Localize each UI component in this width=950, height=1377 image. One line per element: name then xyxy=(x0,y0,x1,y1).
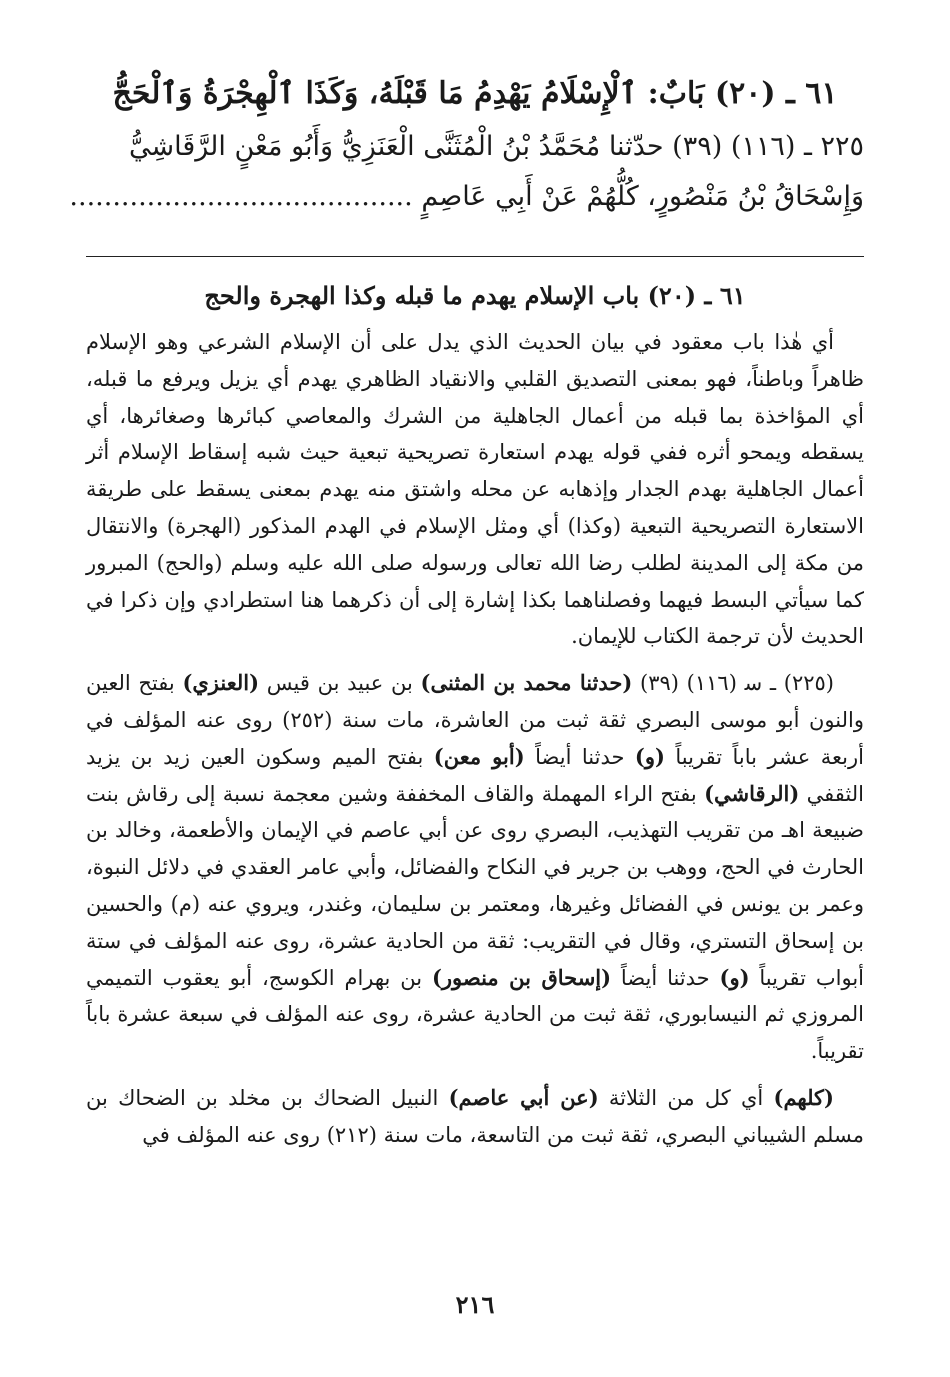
text-run: بفتح العين والنون أبو موسى البصري ثقة ثبت من العاشرة، مات سنة (٢٥٢) روى عنه المؤلف في أربعة عشر باباً تقريباً xyxy=(86,671,864,769)
hadith-number: (٢٢٥) ـ ﺳ (١١٦) (٣٩) xyxy=(632,671,834,696)
matn-section xyxy=(69,72,864,222)
narrator-phrase: (إسحاق بن منصور) xyxy=(431,964,612,990)
text-run: بن عبيد بن قيس xyxy=(259,671,421,696)
text-run: حدثنا أيضاً xyxy=(524,744,635,769)
narrator-phrase: (عن أبي عاصم) xyxy=(448,1084,599,1110)
commentary-paragraph-3 xyxy=(86,1080,864,1154)
narrator-phrase: (أبو معن) xyxy=(433,743,525,769)
commentary-paragraph-2 xyxy=(86,665,864,1070)
text-run: بن بهرام الكوسج، أبو يعقوب التميمي المروزي ثم النيسابوري، ثقة ثبت من الحادية عشرة، روى عنه المؤلف في سبعة عشرة باباً تقريباً. xyxy=(86,965,864,1064)
narrator-phrase: (و) xyxy=(634,743,665,769)
matn-line-1: ٢٢٥ ـ (١١٦) (٣٩) حدّثنا مُحَمَّدُ بْنُ الْمُثَنَّى الْعَنَزِيُّ وَأَبُو مَعْنٍ الرَّقَاشِيُّ xyxy=(129,131,864,162)
ellipsis-dots: ........................................ xyxy=(69,181,413,212)
matn-line-2 xyxy=(69,172,864,222)
narrator-phrase: (الرقاشي) xyxy=(704,780,800,806)
text-run: بفتح الميم وسكون العين زيد بن يزيد الثقفي xyxy=(86,744,864,806)
narrator-phrase: (و) xyxy=(719,964,750,990)
narrator-phrase: (حدثنا محمد بن المثنى) xyxy=(420,670,633,696)
text-run: حدثنا أيضاً xyxy=(611,965,720,990)
chapter-title: ٦١ ـ (٢٠) بَابٌ: ٱلْإِسْلَامُ يَهْدِمُ مَا قَبْلَهُ، وَكَذَا ٱلْهِجْرَةُ وَٱلْحَجُّ xyxy=(112,76,838,111)
text-run: أي كل من الثلاثة xyxy=(598,1085,774,1110)
paragraph-1-text: أي هٰذا باب معقود في بيان الحديث الذي يدل على أن الإسلام الشرعي وهو الإسلام ظاهراً وباطناً، فهو بمعنى التصديق القلبي والانقياد الظاهري يهدم أي يزيل ويرفع ما قبله، أي المؤاخذة بما قبله من أعمال الجاهلية من الشرك والمعاصي كبائرها وصغائرها، أي يسقطه ويمحو أثره ففي قوله يهدم استعارة تصريحية تبعية حيث شبه إسقاط الإسلام أثر أعمال الجاهلية بهدم الجدار وإذهابه عن محله واشتق منه يهدم بمعنى يسقط على طريقة الاستعارة التصريحية التبعية (وكذا) أي ومثل الإسلام في الهدم المذكور (الهجرة) والانتقال من مكة إلى المدينة لطلب رضا الله تعالى ورسوله صلى الله عليه وسلم (والحج) المبرور كما سيأتي البسط فيهما وفصلناهما بكذا إشارة إلى أن ذكرهما هنا استطرادي وإن ذكرا في الحديث لأن ترجمة الكتاب للإيمان. xyxy=(86,330,864,649)
text-run: النبيل الضحاك بن مخلد بن الضحاك بن مسلم الشيباني البصري، ثقة ثبت من التاسعة، مات سنة (٢١٢) روى عنه المؤلف في xyxy=(86,1085,864,1147)
commentary-paragraph-1 xyxy=(86,324,864,655)
narrator-phrase: (العنزي) xyxy=(182,670,260,696)
text-run: بفتح الراء المهملة والقاف المخففة وشين معجمة نسبة إلى رقاش بنت ضبيعة اهـ من تقريب التهذيب، البصري روى عن أبي عاصم في الإيمان والأطعمة، وخالد بن الحارث في الحج، ووهب بن جرير في النكاح والفضائل، وأبي عامر العقدي في دلائل النبوة، وعمر بن يونس في الفضائل وغيرها، ومعتمر بن سليمان، وغندر، ويروي عنه (م) والحسين بن إسحاق التستري، وقال في التقريب: ثقة من الحادية عشرة، روى عنه المؤلف في ستة أبواب تقريباً xyxy=(86,781,864,990)
commentary-title: ٦١ ـ (٢٠) باب الإسلام يهدم ما قبله وكذا الهجرة والحج xyxy=(204,281,746,310)
section-divider xyxy=(86,256,864,257)
matn-line-2-text: وَإِسْحَاقُ بْنُ مَنْصُورٍ، كُلُّهُمْ عَنْ أَبِي عَاصِمٍ xyxy=(421,181,864,212)
narrator-phrase: (كلهم) xyxy=(773,1084,834,1110)
page-number: ٢١٦ xyxy=(455,1290,495,1319)
commentary-section xyxy=(86,268,864,1164)
